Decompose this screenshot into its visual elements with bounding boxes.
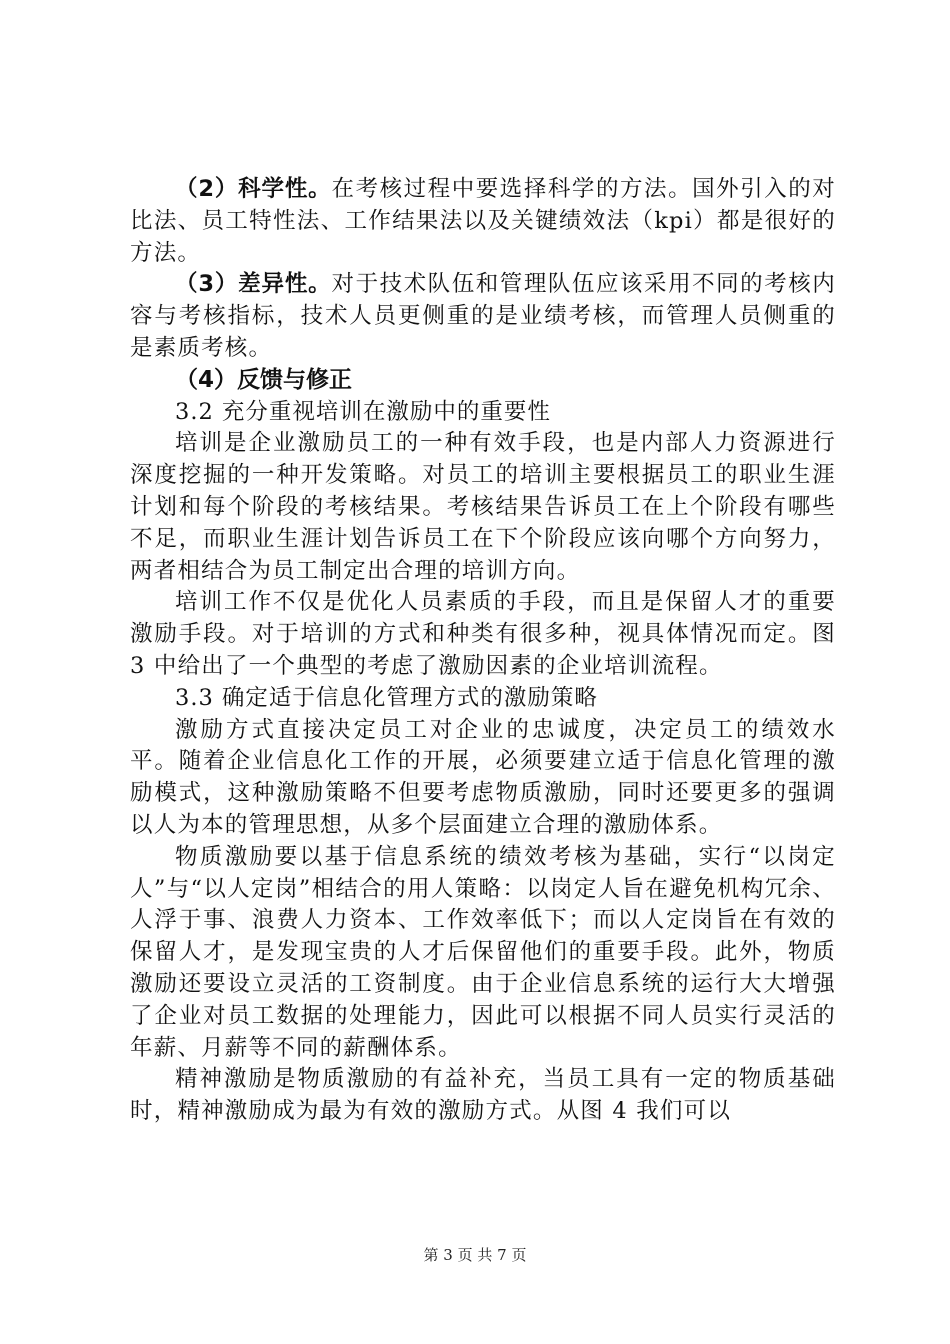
paragraph-lead: （2）科学性。 [175, 176, 332, 202]
paragraph-text: 对于技术队伍和管理队伍应该采用不同的考核内容与考核指标，技术人员更侧重的是业绩考核，而管理人员侧重的是素质考核。 [130, 271, 837, 361]
paragraph-scientific [130, 174, 836, 269]
paragraph-incentive-3: 精神激励是物质激励的有益补充，当员工具有一定的物质基础时，精神激励成为最为有效的激励方式。从图 4 我们可以 [130, 1066, 836, 1125]
paragraph-training-1: 培训是企业激励员工的一种有效手段，也是内部人力资源进行深度挖掘的一种开发策略。对员工的培训主要根据员工的职业生涯计划和每个阶段的考核结果。考核结果告诉员工在上个阶段有哪些不足，而职业生涯计划告诉员工在下个阶段应该向哪个方向努力，两者相结合为员工制定出合理的培训方向。 [130, 430, 836, 584]
section-heading-3-3: 3.3 确定适于信息化管理方式的激励策略 [175, 684, 598, 711]
paragraph-difference [130, 269, 836, 364]
paragraph-incentive-2: 物质激励要以基于信息系统的绩效考核为基础，实行“以岗定人”与“以人定岗”相结合的用人策略：以岗定人旨在避免机构冗余、人浮于事、浪费人力资本、工作效率低下；而以人定岗旨在有效的保留人才，是发现宝贵的人才后保留他们的重要手段。此外，物质激励还要设立灵活的工资制度。由于企业信息系统的运行大大增强了企业对员工数据的处理能力，因此可以根据不同人员实行灵活的年薪、月薪等不同的薪酬体系。 [130, 843, 836, 1061]
document-body [130, 174, 836, 1128]
heading-feedback: （4）反馈与修正 [175, 366, 353, 393]
section-heading-3-2: 3.2 充分重视培训在激励中的重要性 [175, 398, 551, 425]
paragraph-training-2: 培训工作不仅是优化人员素质的手段，而且是保留人才的重要激励手段。对于培训的方式和种类有很多种，视具体情况而定。图 3 中给出了一个典型的考虑了激励因素的企业培训流程。 [130, 589, 836, 679]
paragraph-text: 在考核过程中要选择科学的方法。国外引入的对比法、员工特性法、工作结果法以及关键绩效法（kpi）都是很好的方法。 [130, 176, 837, 266]
page-number-footer: 第 3 页 共 7 页 [423, 1246, 527, 1264]
paragraph-incentive-1: 激励方式直接决定员工对企业的忠诚度，决定员工的绩效水平。随着企业信息化工作的开展，必须要建立适于信息化管理的激励模式，这种激励策略不但要考虑物质激励，同时还要更多的强调以人为本的管理思想，从多个层面建立合理的激励体系。 [130, 716, 836, 838]
paragraph-lead: （3）差异性。 [175, 271, 332, 298]
